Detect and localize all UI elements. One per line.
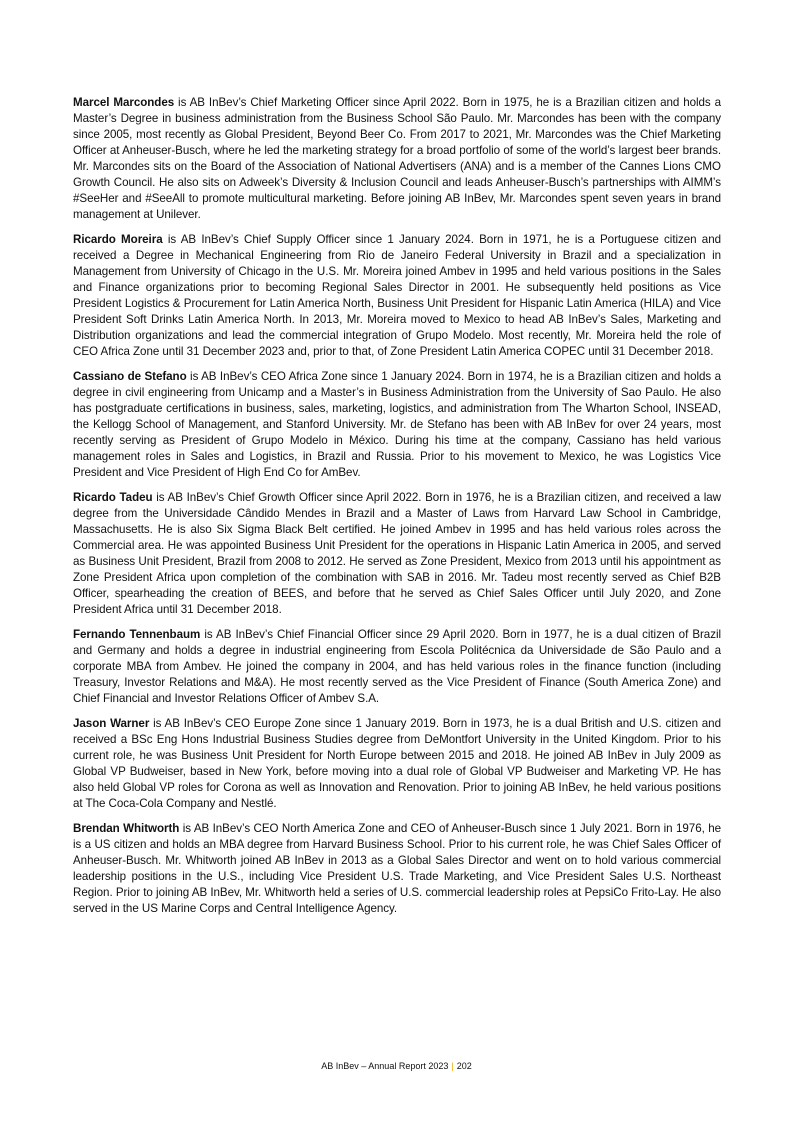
bio-fernando-tennenbaum — [73, 627, 721, 707]
bio-text: is AB InBev’s CEO North America Zone and CEO of Anheuser-Busch since 1 July 2021. Born in 1976, he is a US citizen and holds an MBA degree from Harvard Business School. Prior to his current role, he was Chief Sales Officer of Anheuser-Busch. Mr. Whitworth joined AB InBev in 2013 as a Global Sales Director and went on to hold various commercial leadership positions in the U.S., including Vice President U.S. Trade Marketing, and Vice President Sales U.S. Northeast Region. Prior to joining AB InBev, Mr. Whitworth held a series of U.S. commercial leadership roles at PepsiCo Frito-Lay. He also served in the US Marine Corps and Central Intelligence Agency. — [73, 822, 721, 915]
document-body — [73, 95, 721, 926]
bio-text: is AB InBev’s Chief Supply Officer since 1 January 2024. Born in 1971, he is a Portuguese citizen and received a Degree in Mechanical Engineering from Rio de Janeiro Federal University in Brazil and a specialization in Management from University of Chicago in the U.S. Mr. Moreira joined Ambev in 1995 and held various positions in the Sales and Finance organizations prior to becoming Regional Sales Director in 2001. He subsequently held positions as Vice President Logistics & Procurement for Latin America North, Business Unit President for Hispanic Latin America (HILA) and Vice President Soft Drinks Latin America North. In 2013, Mr. Moreira moved to Mexico to head AB InBev’s Sales, Marketing and Distribution organizations and lead the commercial integration of Grupo Modelo. Most recently, Mr. Moreira held the role of CEO Africa Zone until 31 December 2023 and, prior to that, of Zone President Latin America COPEC until 31 December 2018. — [73, 233, 721, 358]
footer-report-title: AB InBev – Annual Report 2023 — [321, 1061, 449, 1071]
bio-brendan-whitworth — [73, 821, 721, 917]
bio-text: is AB InBev’s Chief Financial Officer since 29 April 2020. Born in 1977, he is a dual citizen of Brazil and Germany and holds a degree in industrial engineering from Escola Politécnica da Universidade de São Paulo and a corporate MBA from Ambev. He joined the company in 2004, and has held various roles in the finance function (including Treasury, Investor Relations and M&A). He most recently served as the Vice President of Finance (South America Zone) and Chief Financial and Investor Relations Officer of Ambev S.A. — [73, 628, 722, 705]
bio-name: Jason Warner — [73, 717, 150, 730]
bio-ricardo-moreira — [73, 232, 721, 360]
bio-cassiano-de-stefano — [73, 369, 721, 481]
page-footer — [0, 1061, 793, 1071]
bio-jason-warner — [73, 716, 721, 812]
bio-name: Brendan Whitworth — [73, 822, 180, 835]
bio-text: is AB InBev’s CEO Europe Zone since 1 January 2019. Born in 1973, he is a dual British and U.S. citizen and received a BSc Eng Hons Industrial Business Studies degree from DeMontfort University in the United Kingdom. Prior to his current role, he was Business Unit President for North Europe between 2015 and 2018. He joined AB InBev in July 2009 as Global VP Budweiser, based in New York, before moving into a dual role of Global VP Budweiser and Marketing VP. He has also held Global VP roles for Corona as well as Innovation and Renovation. Prior to joining AB InBev, he held various positions at The Coca-Cola Company and Nestlé. — [73, 717, 721, 810]
bio-text: is AB InBev’s Chief Marketing Officer since April 2022. Born in 1975, he is a Brazilian citizen and holds a Master’s Degree in business administration from the Business School São Paulo. Mr. Marcondes has been with the company since 2005, most recently as Global President, Beyond Beer Co. From 2017 to 2021, Mr. Marcondes was the Chief Marketing Officer at Anheuser-Busch, where he led the marketing strategy for a broad portfolio of some of the world’s largest beer brands. Mr. Marcondes sits on the Board of the Association of National Advertisers (ANA) and is a member of the Cannes Lions CMO Growth Council. He also sits on Adweek’s Diversity & Inclusion Council and leads Anheuser-Busch’s partnerships with AIMM’s #SeeHer and #SeeAll to promote multicultural marketing. Before joining AB InBev, Mr. Marcondes spent seven years in brand management at Unilever. — [73, 96, 721, 221]
bio-ricardo-tadeu — [73, 490, 721, 618]
bio-name: Marcel Marcondes — [73, 96, 175, 109]
bio-text: is AB InBev’s Chief Growth Officer since April 2022. Born in 1976, he is a Brazilian citizen, and received a law degree from the Universidade Cândido Mendes in Brazil and a Master of Laws from Harvard Law School in Cambridge, Massachusetts. He is also Six Sigma Black Belt certified. He joined Ambev in 1995 and has held various roles across the Commercial area. He was appointed Business Unit President for the operations in Hispanic Latin America in 2005, and served as Business Unit President, Brazil from 2008 to 2012. He served as Zone President, Mexico from 2013 until his appointment as Zone President Africa upon completion of the combination with SAB in 2016. Mr. Tadeu most recently served as Chief B2B Officer, spearheading the creation of BEES, and before that he served as Chief Sales Officer until July 2020, and Zone President Africa until 31 December 2018. — [73, 491, 721, 616]
footer-separator: | — [451, 1061, 454, 1071]
bio-marcel-marcondes — [73, 95, 721, 223]
bio-text: is AB InBev’s CEO Africa Zone since 1 January 2024. Born in 1974, he is a Brazilian citizen and holds a degree in civil engineering from Unicamp and a Master’s in Business Administration from the University of Sao Paulo. He also has postgraduate certifications in business, sales, marketing, logistics, and administration from The Wharton School, INSEAD, the Kellogg School of Management, and Stanford University. Mr. de Stefano has been with AB InBev for over 24 years, most recently serving as President of Grupo Modelo in México. During his time at the company, Cassiano has held various management roles in Sales and Logistics, in Brazil and Russia. Prior to his movement to Mexico, he was Logistics Vice President and Vice President of High End Co for AmBev. — [73, 370, 722, 479]
bio-name: Ricardo Tadeu — [73, 491, 153, 504]
bio-name: Ricardo Moreira — [73, 233, 163, 246]
bio-name: Fernando Tennenbaum — [73, 628, 201, 641]
page-number: 202 — [456, 1061, 472, 1071]
bio-name: Cassiano de Stefano — [73, 370, 187, 383]
